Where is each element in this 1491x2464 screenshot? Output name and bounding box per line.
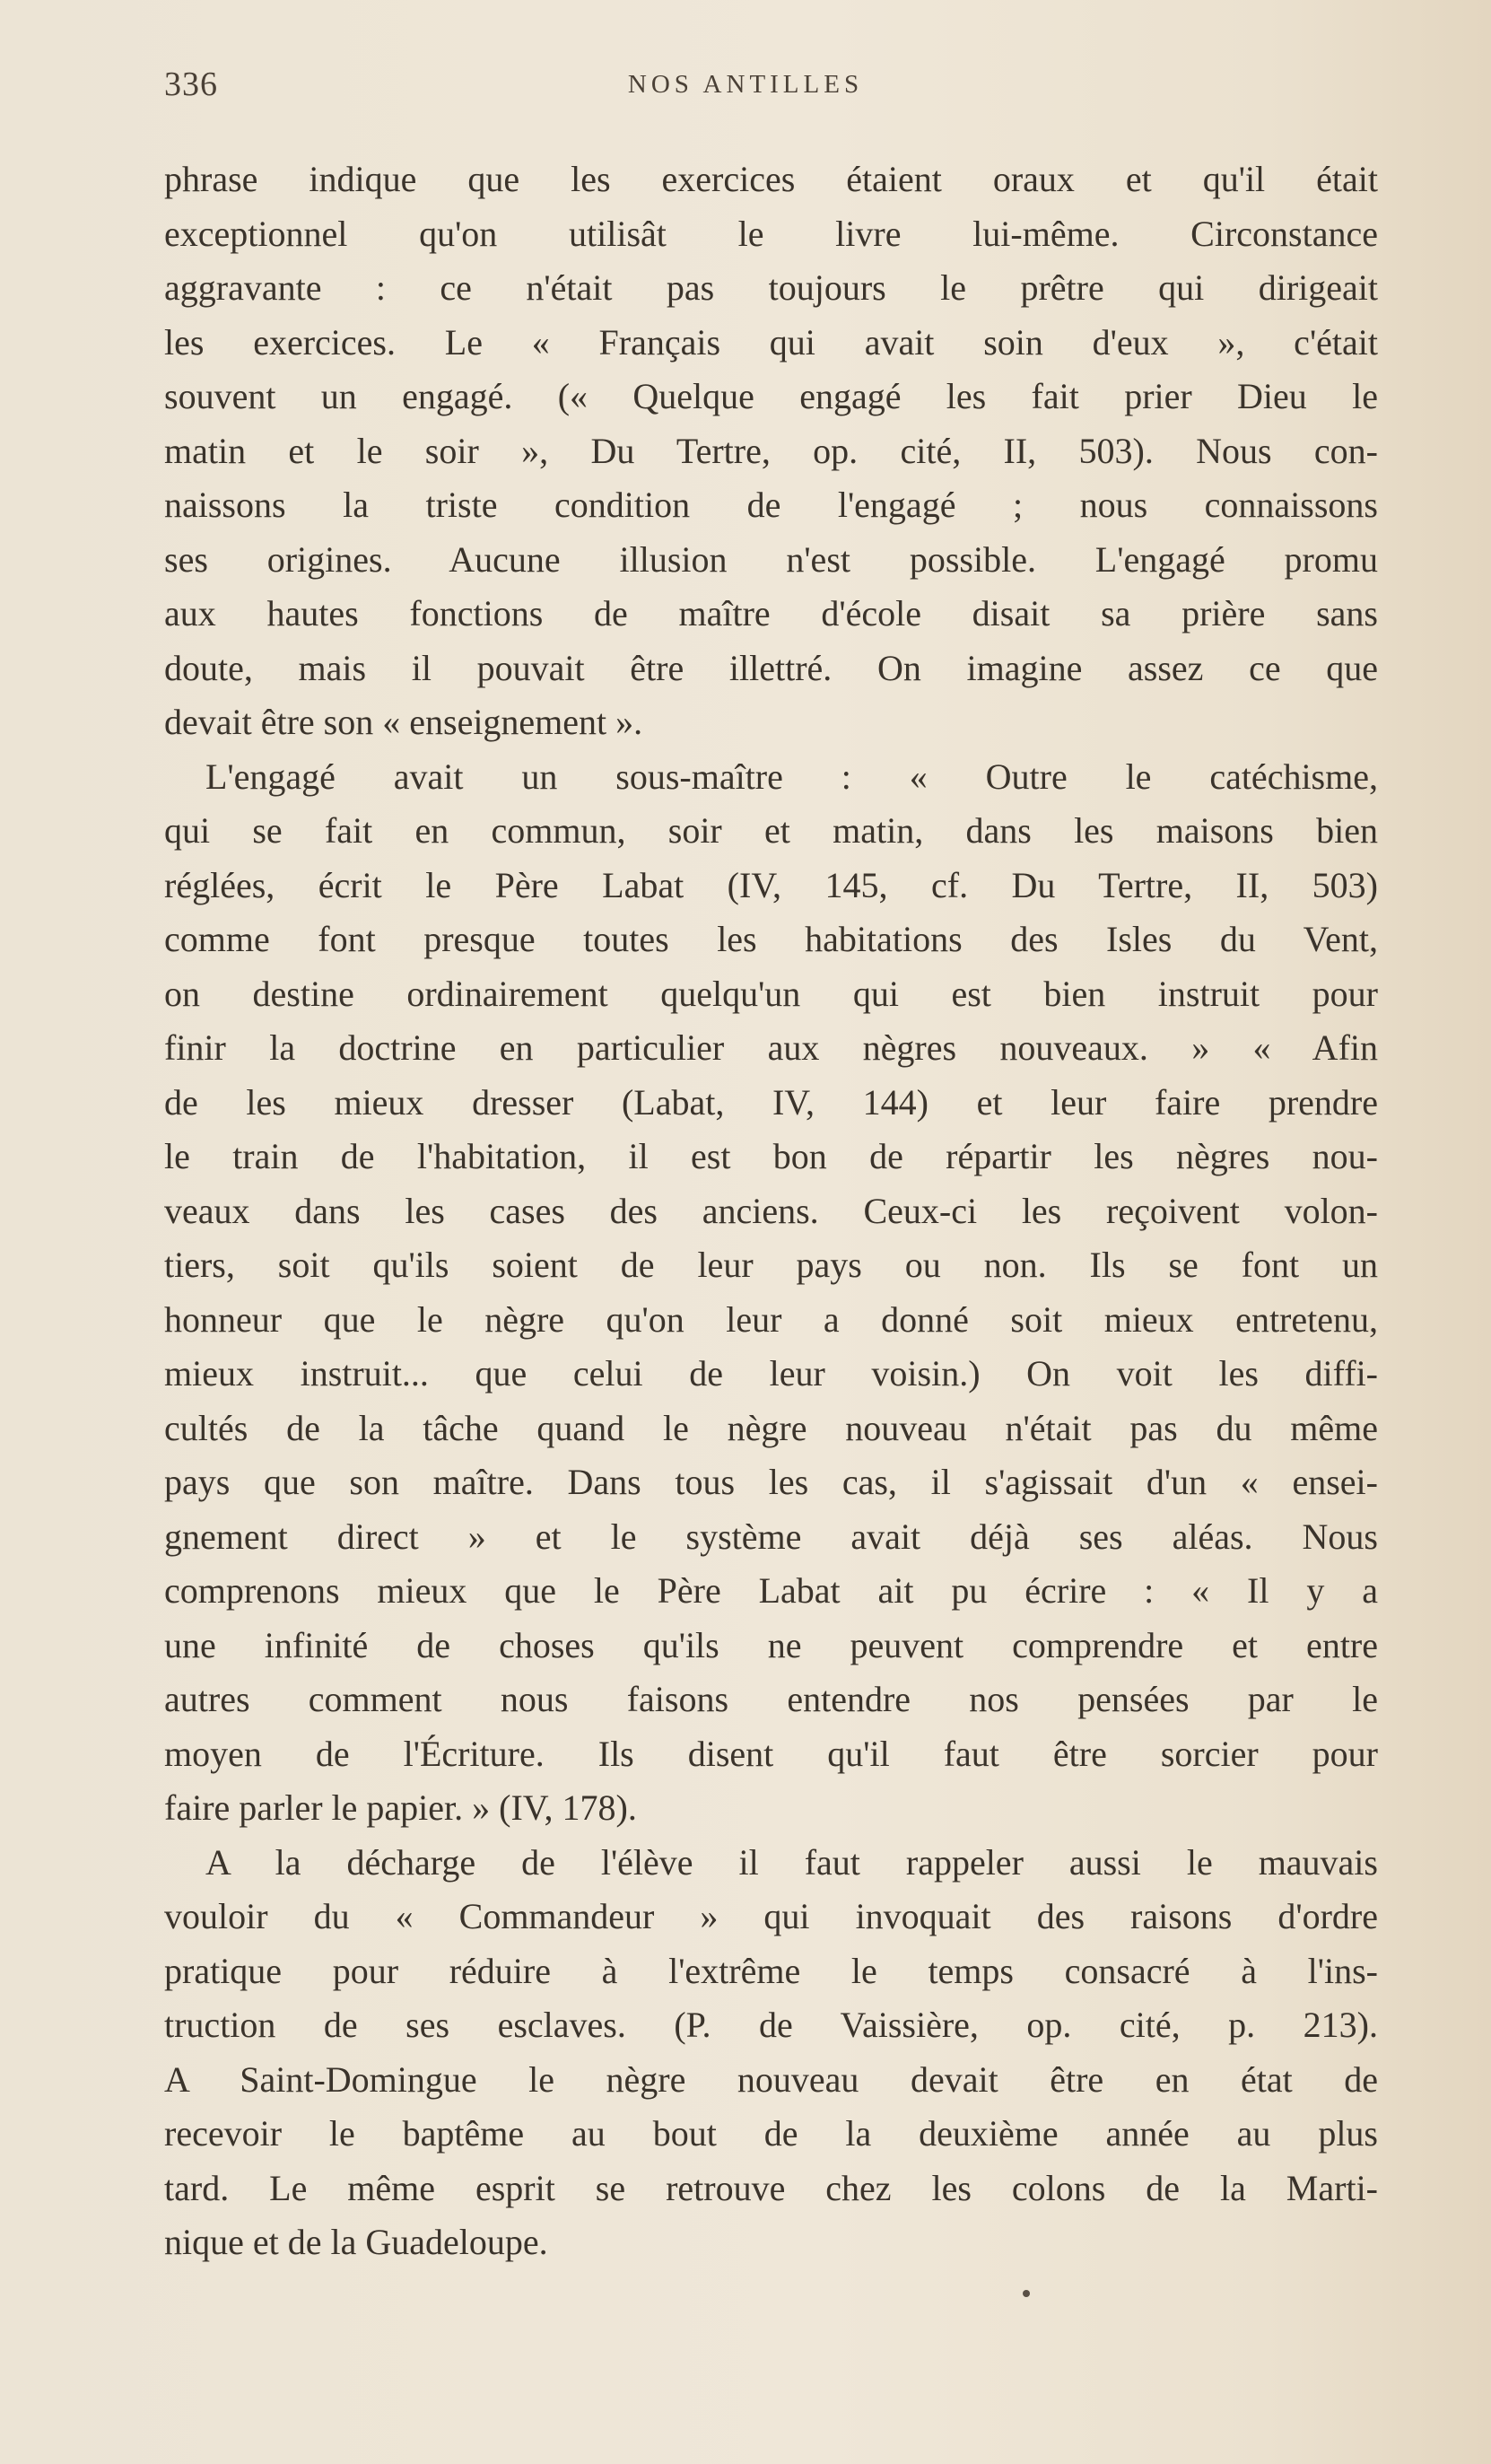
text-line: pratique pour réduire à l'extrême le temps consacré à l'ins- <box>164 1950 1378 1991</box>
ink-dot <box>1023 2290 1030 2297</box>
text-line: devait être son « enseignement ». <box>164 702 643 742</box>
text-line: moyen de l'Écriture. Ils disent qu'il faut être sorcier pour <box>164 1733 1378 1774</box>
text-line: A la décharge de l'élève il faut rappeler aussi le mauvais <box>205 1841 1378 1883</box>
text-line: exceptionnel qu'on utilisât le livre lui-même. Circonstance <box>164 213 1378 254</box>
text-line: cultés de la tâche quand le nègre nouveau n'était pas du même <box>164 1407 1378 1448</box>
paragraph-2 <box>164 750 1378 1836</box>
text-line: une infinité de choses qu'ils ne peuvent comprendre et entre <box>164 1624 1378 1665</box>
text-line: tard. Le même esprit se retrouve chez les colons de la Marti- <box>164 2167 1378 2208</box>
running-title: NOS ANTILLES <box>627 70 864 99</box>
text-line: ses origines. Aucune illusion n'est possible. L'engagé promu <box>164 538 1378 580</box>
text-line: truction de ses esclaves. (P. de Vaissière, op. cité, p. 213). <box>164 2005 1378 2045</box>
text-line: veaux dans les cases des anciens. Ceux-ci les reçoivent volon- <box>164 1190 1378 1231</box>
text-line: souvent un engagé. (« Quelque engagé les fait prier Dieu le <box>164 376 1378 416</box>
text-line: L'engagé avait un sous-maître : « Outre le catéchisme, <box>205 756 1378 797</box>
text-line: matin et le soir », Du Tertre, op. cité, II, 503). Nous con- <box>164 430 1378 471</box>
text-line: comprenons mieux que le Père Labat ait pu écrire : « Il y a <box>164 1570 1378 1611</box>
text-line: finir la doctrine en particulier aux nègres nouveaux. » « Afin <box>164 1027 1378 1068</box>
text-line: honneur que le nègre qu'on leur a donné soit mieux entretenu, <box>164 1298 1378 1340</box>
text-line: phrase indique que les exercices étaient oraux et qu'il était <box>164 159 1378 199</box>
text-line: nique et de la Guadeloupe. <box>164 2222 548 2262</box>
text-line: pays que son maître. Dans tous les cas, il s'agissait d'un « ensei- <box>164 1462 1378 1502</box>
text-line: on destine ordinairement quelqu'un qui est bien instruit pour <box>164 973 1378 1014</box>
text-line: faire parler le papier. » (IV, 178). <box>164 1787 637 1828</box>
paragraph-1 <box>164 153 1378 750</box>
text-line: de les mieux dresser (Labat, IV, 144) et leur faire prendre <box>164 1081 1378 1123</box>
text-line: aggravante : ce n'était pas toujours le prêtre qui dirigeait <box>164 267 1378 308</box>
text-line: autres comment nous faisons entendre nos pensées par le <box>164 1679 1378 1719</box>
text-line: doute, mais il pouvait être illettré. On imagine assez ce que <box>164 647 1378 688</box>
text-line: gnement direct » et le système avait déjà ses aléas. Nous <box>164 1516 1378 1557</box>
text-line: comme font presque toutes les habitations des Isles du Vent, <box>164 919 1378 959</box>
text-line: naissons la triste condition de l'engagé ; nous connaissons <box>164 485 1378 525</box>
text-line: réglées, écrit le Père Labat (IV, 145, cf. Du Tertre, II, 503) <box>164 864 1378 905</box>
body-text <box>164 153 1378 2270</box>
paragraph-3 <box>164 1836 1378 2270</box>
text-line: vouloir du « Commandeur » qui invoquait des raisons d'ordre <box>164 1896 1378 1936</box>
text-line: aux hautes fonctions de maître d'école disait sa prière sans <box>164 593 1378 633</box>
text-line: les exercices. Le « Français qui avait soin d'eux », c'était <box>164 321 1378 363</box>
page-number: 336 <box>164 66 218 103</box>
text-line: recevoir le baptême au bout de la deuxième année au plus <box>164 2113 1378 2154</box>
text-line: tiers, soit qu'ils soient de leur pays ou non. Ils se font un <box>164 1245 1378 1285</box>
text-line: qui se fait en commun, soir et matin, dans les maisons bien <box>164 810 1378 851</box>
text-line: le train de l'habitation, il est bon de répartir les nègres nou- <box>164 1136 1378 1176</box>
text-line: mieux instruit... que celui de leur voisin.) On voit les diffi- <box>164 1353 1378 1394</box>
text-line: A Saint-Domingue le nègre nouveau devait être en état de <box>164 2058 1378 2100</box>
